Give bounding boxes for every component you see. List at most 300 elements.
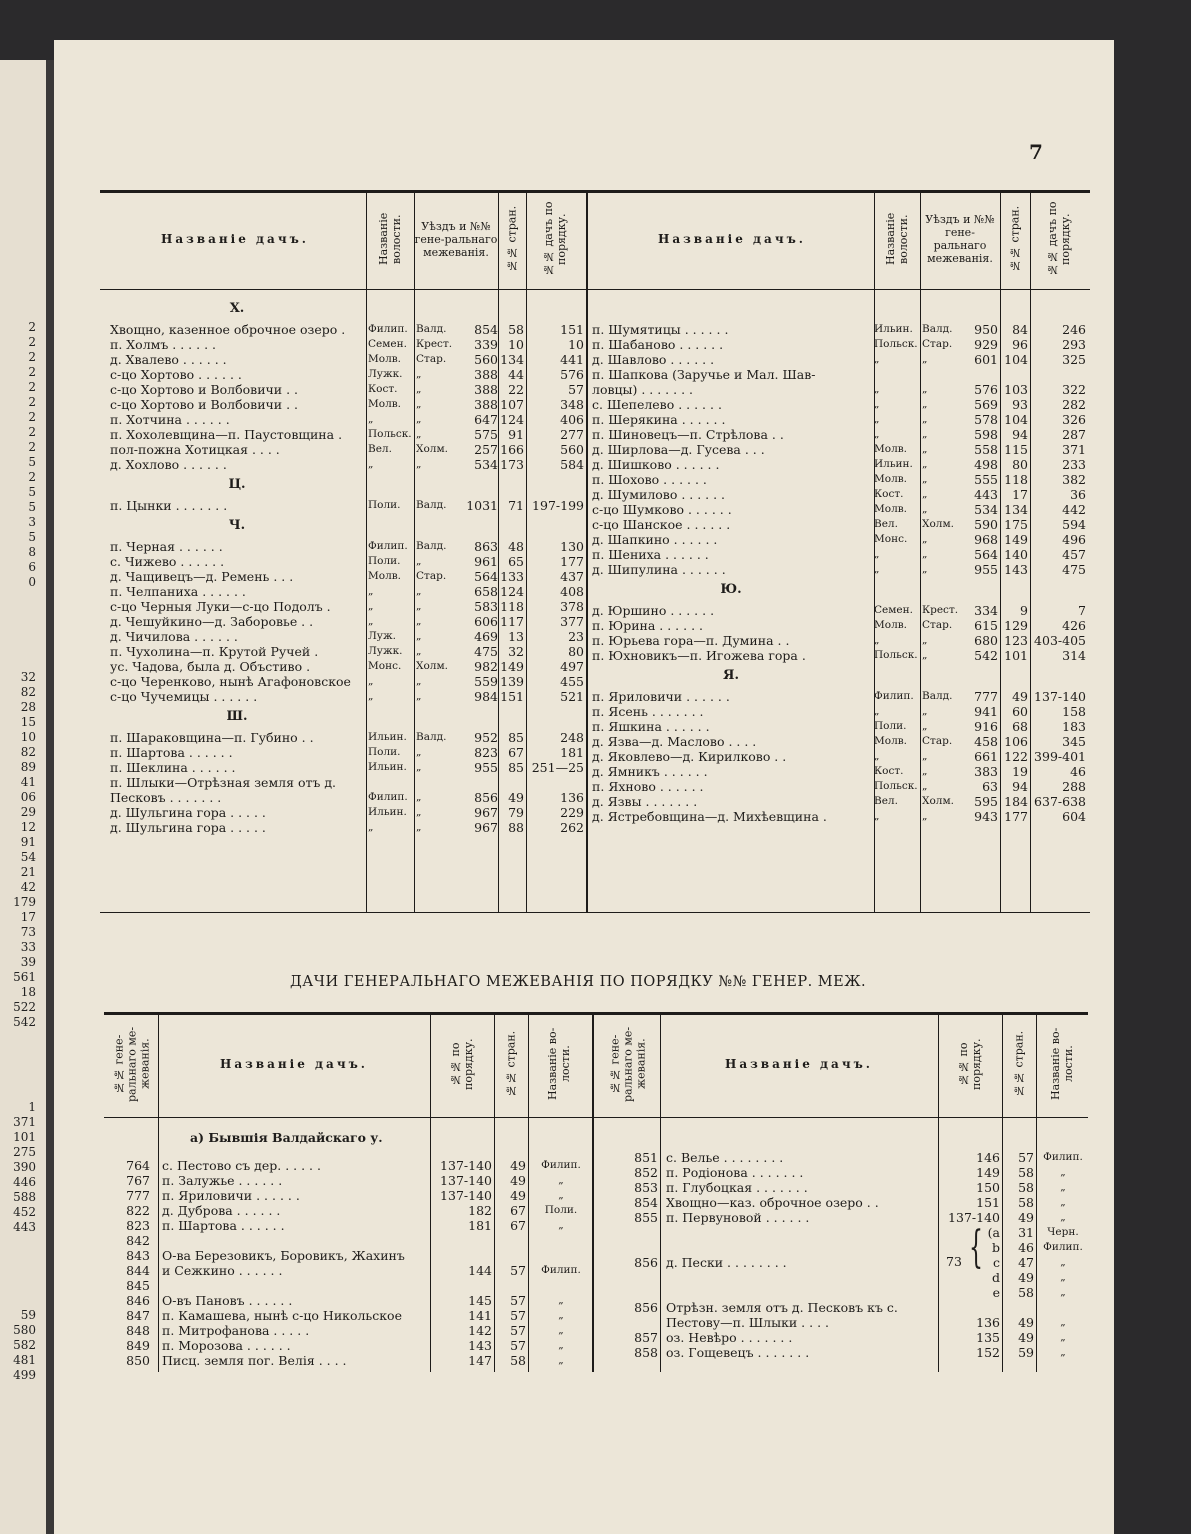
volost-cell: Кост. (368, 383, 398, 395)
register-row (110, 539, 586, 554)
bottom-row (596, 1240, 1088, 1255)
place-name: п. Цынки . . . . . . . (110, 498, 228, 513)
order-cell: 378 (560, 599, 584, 614)
gen-number-cell: 929 (974, 337, 998, 352)
gen-number-cell: 383 (974, 764, 998, 779)
order-cell: 426 (1062, 618, 1086, 633)
page-cell: 58 (1018, 1195, 1034, 1210)
register-row (592, 412, 1088, 427)
order-cell: (a (987, 1225, 1000, 1240)
gen-number-cell: 458 (974, 734, 998, 749)
place-name: п. Шеклина . . . . . . (110, 760, 236, 775)
volost-cell: Молв. (874, 443, 907, 455)
register-row (592, 367, 1088, 382)
left-page-number: 179 (13, 895, 36, 909)
left-page-number: 446 (13, 1175, 36, 1189)
uezd-cell: „ (416, 746, 422, 758)
left-page-number: 21 (20, 865, 36, 879)
register-row (110, 569, 586, 584)
uezd-cell: „ (922, 765, 928, 777)
uezd-cell: „ (922, 458, 928, 470)
br-header-order: №№ по порядку. (957, 1038, 983, 1090)
place-name: п. Морозова . . . . . . (162, 1338, 291, 1353)
bl-header-gen: №№ гене-ральнаго ме-жеванія. (112, 1026, 152, 1102)
page-cell: 58 (1018, 1165, 1034, 1180)
place-name: п. Шабаново . . . . . . (592, 337, 724, 352)
page-cell: 122 (1004, 749, 1028, 764)
section-letter: Х. (229, 301, 245, 316)
gen-number-cell: 578 (974, 412, 998, 427)
gen-number-cell: 982 (474, 659, 498, 674)
place-name: п. Шартова . . . . . . (110, 745, 233, 760)
register-row (592, 719, 1088, 734)
order-cell: 382 (1062, 472, 1086, 487)
place-name: д. Пески . . . . . . . . (666, 1255, 787, 1270)
register-row (110, 730, 586, 745)
place-name: п. Юхновикъ—п. Игожева гора . (592, 648, 806, 663)
uezd-cell: „ (922, 563, 928, 575)
page-cell: 104 (1004, 352, 1028, 367)
order-cell: 144 (468, 1263, 492, 1278)
panel-divider (592, 1014, 594, 1372)
uezd-cell: „ (416, 761, 422, 773)
register-row (110, 689, 586, 704)
volost-cell: Молв. (874, 735, 907, 747)
register-row (110, 820, 586, 835)
uezd-cell: Крест. (416, 338, 453, 350)
page-cell: 58 (1018, 1285, 1034, 1300)
page-cell: 57 (510, 1323, 526, 1338)
right-header-volost: Названіе волости. (884, 212, 910, 266)
volost-cell: „ (1060, 1196, 1066, 1208)
order-cell: 137-140 (440, 1188, 492, 1203)
left-header-order: №№ дачъ по порядку. (542, 201, 568, 277)
uezd-cell: Стар. (416, 353, 447, 365)
left-page-number: 59 (20, 1308, 36, 1322)
volost-cell: „ (558, 1189, 564, 1201)
volost-cell: Филип. (368, 323, 408, 335)
volost-cell: „ (368, 615, 374, 627)
left-page-number: 29 (20, 805, 36, 819)
register-row (592, 633, 1088, 648)
register-row (592, 472, 1088, 487)
gen-number-cell: 858 (634, 1345, 658, 1360)
br-header-volost: Названіе во-лости. (1049, 1027, 1075, 1101)
register-row (592, 794, 1088, 809)
uezd-cell: „ (922, 705, 928, 717)
uezd-cell: „ (922, 634, 928, 646)
place-name: О-ва Березовикъ, Боровикъ, Жахинъ (162, 1248, 405, 1263)
order-cell: 442 (1062, 502, 1086, 517)
volost-cell: Кост. (874, 765, 904, 777)
register-row (592, 734, 1088, 749)
gen-number-cell: 595 (974, 794, 998, 809)
gen-number-cell: 967 (474, 820, 498, 835)
place-name: п. Митрофанова . . . . . (162, 1323, 310, 1338)
order-cell: 287 (1062, 427, 1086, 442)
gen-number-cell: 590 (974, 517, 998, 532)
volost-cell: „ (874, 398, 880, 410)
bl-header-order: №№ по порядку. (449, 1038, 475, 1090)
volost-cell: Лужк. (368, 368, 403, 380)
page-cell: 134 (500, 352, 524, 367)
gen-number-cell: 955 (974, 562, 998, 577)
register-row (110, 397, 586, 412)
volost-cell: „ (1060, 1166, 1066, 1178)
volost-cell: Польск. (874, 338, 918, 350)
order-cell: 288 (1062, 779, 1086, 794)
register-row (592, 457, 1088, 472)
uezd-cell: Холм. (922, 518, 954, 530)
order-cell: 594 (1062, 517, 1086, 532)
page-cell: 49 (1018, 1210, 1034, 1225)
bottom-row (106, 1218, 592, 1233)
gen-number-cell: 984 (474, 689, 498, 704)
left-page-number: 2 (28, 350, 36, 364)
order-cell: 399-401 (1034, 749, 1086, 764)
uezd-cell: „ (416, 428, 422, 440)
volost-cell: „ (558, 1354, 564, 1366)
order-cell: 584 (560, 457, 584, 472)
volost-cell: „ (874, 428, 880, 440)
uezd-cell: Крест. (922, 604, 959, 616)
register-row (592, 502, 1088, 517)
page-cell: 49 (1018, 1330, 1034, 1345)
left-page-number: 33 (20, 940, 36, 954)
uezd-cell: Валд. (416, 323, 447, 335)
place-name: п. Глубоцкая . . . . . . . (666, 1180, 808, 1195)
volost-cell: Поли. (368, 555, 401, 567)
left-page-number: 15 (20, 715, 36, 729)
left-page-number: 2 (28, 470, 36, 484)
register-row (110, 352, 586, 367)
page-cell: 175 (1004, 517, 1028, 532)
order-cell: 183 (1062, 719, 1086, 734)
order-cell: 637-638 (1034, 794, 1086, 809)
volost-cell: „ (1060, 1211, 1066, 1223)
gen-number-cell: 542 (974, 648, 998, 663)
volost-cell: Вел. (874, 795, 898, 807)
gen-number-cell: 767 (126, 1173, 150, 1188)
page-cell: 151 (500, 689, 524, 704)
order-cell: 142 (468, 1323, 492, 1338)
volost-cell: Филип. (368, 791, 408, 803)
register-row (110, 498, 586, 513)
section-letter: Ю. (720, 582, 742, 597)
volost-cell: Ильин. (874, 458, 913, 470)
bottom-row (106, 1278, 592, 1293)
page-cell: 106 (1004, 734, 1028, 749)
register-row (110, 745, 586, 760)
place-name: с-цо Хортово . . . . . . (110, 367, 242, 382)
order-cell: 152 (976, 1345, 1000, 1360)
order-cell: 282 (1062, 397, 1086, 412)
page-cell: 117 (500, 614, 524, 629)
register-row (110, 805, 586, 820)
order-cell: e (992, 1285, 1000, 1300)
volost-cell: „ (1060, 1331, 1066, 1343)
page-cell: 80 (1012, 457, 1028, 472)
uezd-cell: Валд. (416, 499, 447, 511)
gen-number-cell: 856 (634, 1300, 658, 1315)
volost-cell: Польск. (874, 649, 918, 661)
left-page-number: 89 (20, 760, 36, 774)
volost-cell: Семен. (368, 338, 407, 350)
volost-cell: „ (558, 1324, 564, 1336)
gen-number-cell: 1031 (466, 498, 498, 513)
place-name: с-цо Черныя Луки—с-цо Подолъ . (110, 599, 331, 614)
volost-cell: „ (1060, 1256, 1066, 1268)
uezd-cell: Валд. (922, 690, 953, 702)
gen-number-cell: 777 (974, 689, 998, 704)
uezd-cell: „ (416, 645, 422, 657)
bottom-row (596, 1255, 1088, 1270)
right-header-name: Названіе дачъ. (658, 231, 806, 246)
place-name: д. Язвы . . . . . . . (592, 794, 698, 809)
bottom-row (596, 1330, 1088, 1345)
page-cell: 94 (1012, 427, 1028, 442)
bottom-row (596, 1150, 1088, 1165)
uezd-cell: Холм. (416, 660, 448, 672)
order-cell: 80 (568, 644, 584, 659)
uezd-cell: Валд. (922, 323, 953, 335)
order-cell: 135 (976, 1330, 1000, 1345)
uezd-cell: „ (416, 615, 422, 627)
volost-cell: Молв. (368, 570, 401, 582)
place-name: д. Хвалево . . . . . . (110, 352, 227, 367)
volost-cell: Вел. (874, 518, 898, 530)
register-row (110, 775, 586, 790)
place-name: д. Шипулина . . . . . . (592, 562, 726, 577)
gen-number-cell: 853 (634, 1180, 658, 1195)
uezd-cell: „ (416, 368, 422, 380)
gen-number-cell: 575 (474, 427, 498, 442)
order-cell: 576 (560, 367, 584, 382)
place-name: пол-пожна Хотицкая . . . . (110, 442, 280, 457)
place-name: п. Шерякина . . . . . . (592, 412, 726, 427)
order-cell: 177 (560, 554, 584, 569)
gen-number-cell: 856 (634, 1255, 658, 1270)
left-header-page: №№ стран. (505, 205, 519, 273)
place-name: Пестову—п. Шлыки . . . . (666, 1315, 829, 1330)
page-cell: 57 (510, 1308, 526, 1323)
volost-cell: Филип. (541, 1159, 581, 1171)
left-page-number: 8 (28, 545, 36, 559)
order-cell: d (991, 1270, 1000, 1285)
page-cell: 48 (508, 539, 524, 554)
uezd-cell: „ (416, 413, 422, 425)
gen-number-cell: 863 (474, 539, 498, 554)
left-page-number: 3 (28, 515, 36, 529)
gen-number-cell: 564 (474, 569, 498, 584)
uezd-cell: „ (416, 383, 422, 395)
bottom-right-rows (596, 1150, 1088, 1360)
order-cell: 348 (560, 397, 584, 412)
page-cell: 134 (1004, 502, 1028, 517)
order-cell: 497 (560, 659, 584, 674)
order-cell: 149 (976, 1165, 1000, 1180)
place-name: ловцы) . . . . . . . (592, 382, 693, 397)
place-name: п. Шартова . . . . . . (162, 1218, 285, 1233)
uezd-cell: „ (922, 428, 928, 440)
gen-number-cell: 388 (474, 367, 498, 382)
volost-cell: „ (1060, 1181, 1066, 1193)
uezd-cell: „ (922, 383, 928, 395)
left-page-number: 371 (13, 1115, 36, 1129)
order-cell: 233 (1062, 457, 1086, 472)
register-row (592, 689, 1088, 704)
place-name: п. Черная . . . . . . (110, 539, 223, 554)
place-name: п. Чухолина—п. Крутой Ручей . (110, 644, 319, 659)
right-header-order: №№ дачъ по порядку. (1046, 201, 1072, 277)
page-cell: 140 (1004, 547, 1028, 562)
register-row (592, 562, 1088, 577)
uezd-cell: „ (922, 488, 928, 500)
page-cell: 133 (500, 569, 524, 584)
place-name: д. Ширлова—д. Гусева . . . (592, 442, 765, 457)
gen-number-cell: 848 (126, 1323, 150, 1338)
register-row (592, 618, 1088, 633)
volost-cell: Ильин. (368, 761, 407, 773)
order-cell: 403-405 (1034, 633, 1086, 648)
gen-number-cell: 854 (474, 322, 498, 337)
bottom-left-caption: а) Бывшія Валдайскаго у. (190, 1130, 383, 1145)
page-cell: 68 (1012, 719, 1028, 734)
gen-number-cell: 822 (126, 1203, 150, 1218)
page-cell: 57 (1018, 1150, 1034, 1165)
place-name: Отрѣзн. земля отъ д. Песковъ къ с. (666, 1300, 898, 1315)
place-name: п. Шохово . . . . . . (592, 472, 707, 487)
section-letter: Ц. (228, 477, 246, 492)
place-name: Песковъ . . . . . . . (110, 790, 222, 805)
uezd-cell: Стар. (922, 619, 953, 631)
left-page-number: 12 (20, 820, 36, 834)
gen-number-cell: 764 (126, 1158, 150, 1173)
uezd-cell: „ (922, 413, 928, 425)
right-header-page: №№ стран. (1008, 205, 1022, 273)
order-cell: 151 (976, 1195, 1000, 1210)
gen-number-cell: 850 (126, 1353, 150, 1368)
place-name: с. Велье . . . . . . . . (666, 1150, 784, 1165)
left-page-number: 6 (28, 560, 36, 574)
uezd-cell: „ (416, 791, 422, 803)
uezd-cell: „ (922, 649, 928, 661)
place-name: п. Шумятицы . . . . . . (592, 322, 729, 337)
gen-number-cell: 955 (474, 760, 498, 775)
gen-number-cell: 334 (974, 603, 998, 618)
gen-number-cell: 854 (634, 1195, 658, 1210)
register-row (110, 382, 586, 397)
gen-number-cell: 555 (974, 472, 998, 487)
page-cell: 60 (1012, 704, 1028, 719)
page-cell: 96 (1012, 337, 1028, 352)
page-cell: 49 (510, 1173, 526, 1188)
bottom-row (106, 1203, 592, 1218)
place-name: и Сежкино . . . . . . (162, 1263, 283, 1278)
register-row (592, 442, 1088, 457)
register-row (592, 397, 1088, 412)
register-row (110, 554, 586, 569)
gen-number-cell: 63 (982, 779, 998, 794)
gen-number-cell: 339 (474, 337, 498, 352)
bottom-row (106, 1248, 592, 1263)
uezd-cell: „ (922, 533, 928, 545)
gen-number-cell: 967 (474, 805, 498, 820)
page-cell: 103 (1004, 382, 1028, 397)
br-header-name: Названіе дачъ. (725, 1056, 873, 1071)
left-page-number: 10 (20, 730, 36, 744)
place-name: д. Шумилово . . . . . . (592, 487, 726, 502)
uezd-cell: Холм. (416, 443, 448, 455)
order-cell: 130 (560, 539, 584, 554)
place-name: с. Чижево . . . . . . (110, 554, 225, 569)
volost-cell: Польск. (368, 428, 412, 440)
order-cell: 137-140 (440, 1158, 492, 1173)
place-name: с-цо Чучемицы . . . . . . (110, 689, 258, 704)
uezd-cell: „ (416, 821, 422, 833)
order-cell: 137-140 (948, 1210, 1000, 1225)
left-facing-page (0, 60, 48, 1534)
volost-cell: „ (368, 458, 374, 470)
gen-number-cell: 847 (126, 1308, 150, 1323)
page-cell: 49 (1018, 1315, 1034, 1330)
bl-header-volost: Названіе во-лости. (546, 1027, 572, 1101)
page-cell: 22 (508, 382, 524, 397)
gen-number-cell: 916 (974, 719, 998, 734)
page-cell: 58 (508, 322, 524, 337)
page-cell: 19 (1012, 764, 1028, 779)
gen-number-cell: 558 (974, 442, 998, 457)
page-cell: 93 (1012, 397, 1028, 412)
uezd-cell: „ (922, 548, 928, 560)
register-row (110, 442, 586, 457)
left-page-number: 275 (13, 1145, 36, 1159)
bottom-row (106, 1188, 592, 1203)
volost-cell: „ (874, 413, 880, 425)
page-cell: 79 (508, 805, 524, 820)
section-title: ДАЧИ ГЕНЕРАЛЬНАГО МЕЖЕВАНІЯ ПО ПОРЯДКУ №№ ГЕНЕР. МЕЖ. (290, 974, 867, 990)
page-cell: 118 (500, 599, 524, 614)
peski-group-number: 73 (946, 1254, 962, 1269)
left-header-name: Названіе дачъ. (161, 231, 309, 246)
uezd-cell: „ (922, 353, 928, 365)
gen-number-cell: 952 (474, 730, 498, 745)
gen-number-cell: 661 (974, 749, 998, 764)
register-row (110, 367, 586, 382)
gen-number-cell: 583 (474, 599, 498, 614)
page-cell: 57 (510, 1338, 526, 1353)
left-page-number: 32 (20, 670, 36, 684)
page-cell: 143 (1004, 562, 1028, 577)
register-row (110, 760, 586, 775)
page-cell: 49 (510, 1188, 526, 1203)
order-cell: 181 (468, 1218, 492, 1233)
register-row (110, 584, 586, 599)
order-cell: 182 (468, 1203, 492, 1218)
page-cell: 17 (1012, 487, 1028, 502)
place-name: д. Ястребовщина—д. Михѣевщина . (592, 809, 827, 824)
place-name: Хвощно, казенное оброчное озеро . (110, 322, 346, 337)
gen-number-cell: 943 (974, 809, 998, 824)
upper-table-bottom-rule (100, 912, 1090, 913)
volost-cell: Филип. (368, 540, 408, 552)
gen-number-cell: 475 (474, 644, 498, 659)
gen-number-cell: 851 (634, 1150, 658, 1165)
left-page-number: 561 (13, 970, 36, 984)
gen-number-cell: 843 (126, 1248, 150, 1263)
page-cell: 59 (1018, 1345, 1034, 1360)
bl-header-name: Названіе дачъ. (220, 1056, 368, 1071)
